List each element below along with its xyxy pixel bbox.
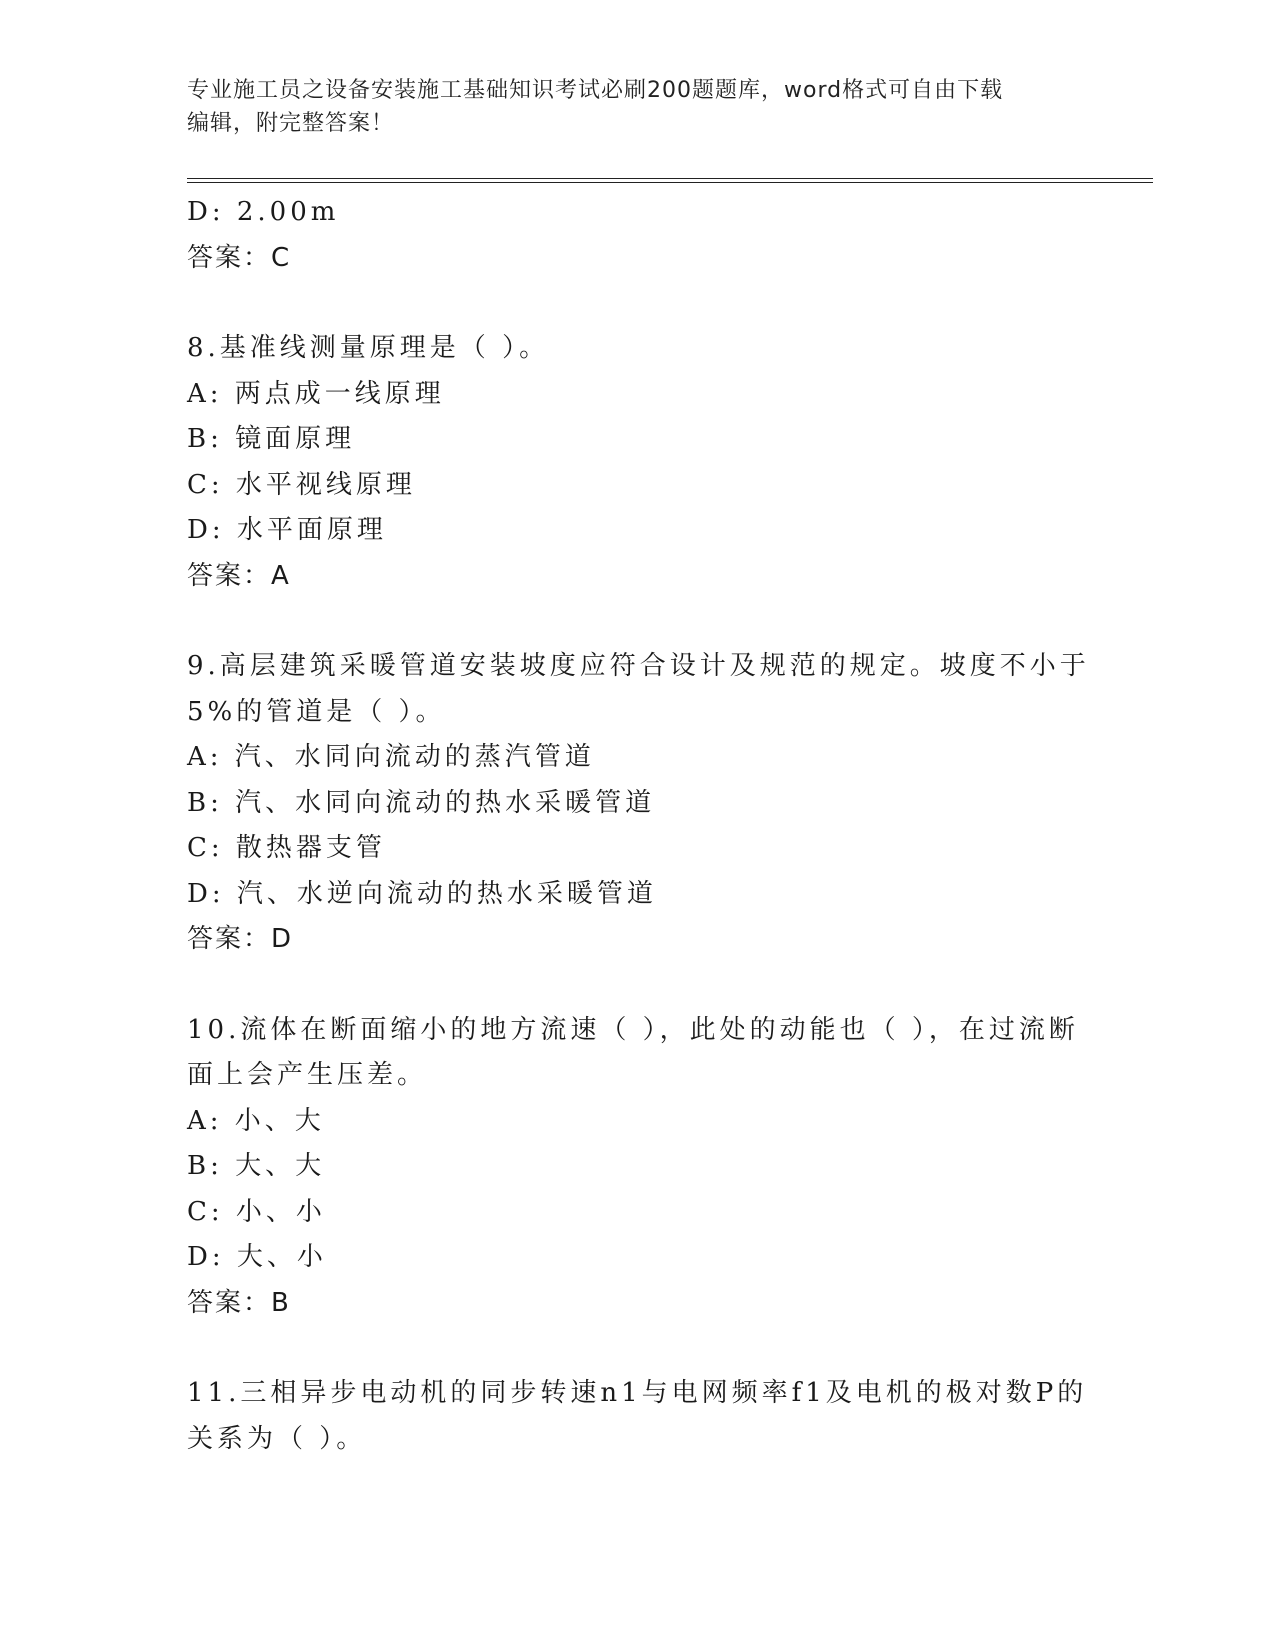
question-11-stem-line-2: 关系为（ ）。 (187, 1423, 367, 1454)
question-10-option-d: D: 大、小 (187, 1242, 327, 1272)
question-8-option-a: A: 两点成一线原理 (187, 378, 445, 409)
question-9-option-c: C: 散热器支管 (187, 833, 386, 863)
prev-answer: 答案：C (187, 242, 292, 273)
question-content (187, 190, 1090, 1462)
question-11 (187, 1371, 1088, 1462)
header-divider-top (187, 178, 1153, 179)
question-9-option-b: B: 汽、水同向流动的热水采暖管道 (187, 787, 656, 818)
question-10-stem-line-2: 面上会产生压差。 (187, 1060, 428, 1090)
question-8-option-d: D: 水平面原理 (187, 515, 387, 545)
question-8-option-b: B: 镜面原理 (187, 424, 356, 454)
question-10-stem-line-1: 10.流体在断面缩小的地方流速（ ），此处的动能也（ ），在过流断 (187, 1014, 1079, 1045)
question-9-stem-line-2: 5%的管道是（ ）。 (187, 696, 446, 727)
question-8-answer: 答案：A (187, 560, 291, 591)
question-9-stem-line-1: 9.高层建筑采暖管道安装坡度应符合设计及规范的规定。坡度不小于 (187, 651, 1090, 681)
question-gap (187, 281, 1067, 326)
header-line-1: 专业施工员之设备安装施工基础知识考试必刷200题题库，word格式可自由下载 (187, 78, 1004, 103)
question-8-option-c: C: 水平视线原理 (187, 469, 416, 500)
question-10-answer: 答案：B (187, 1287, 291, 1318)
question-gap (187, 599, 1067, 644)
header-divider-bottom (187, 182, 1153, 183)
question-9-option-d: D: 汽、水逆向流动的热水采暖管道 (187, 878, 657, 909)
question-9-option-a: A: 汽、水同向流动的蒸汽管道 (187, 742, 595, 772)
question-gap (187, 1326, 1067, 1371)
prev-option-d: D: 2.00m (187, 197, 340, 227)
question-9 (187, 644, 1090, 963)
question-8 (187, 326, 1067, 599)
question-10-option-b: B: 大、大 (187, 1151, 326, 1181)
document-header (187, 74, 1087, 140)
question-gap (187, 963, 1067, 1008)
header-line-2: 编辑，附完整答案！ (187, 111, 395, 136)
question-10-option-c: C: 小、小 (187, 1196, 326, 1227)
question-11-stem-line-1: 11.三相异步电动机的同步转速n1与电网频率f1及电机的极对数P的 (187, 1378, 1088, 1408)
question-8-stem: 8.基准线测量原理是（ ）。 (187, 333, 550, 363)
question-9-answer: 答案：D (187, 924, 294, 954)
question-10 (187, 1008, 1079, 1327)
question-10-option-a: A: 小、大 (187, 1105, 325, 1136)
